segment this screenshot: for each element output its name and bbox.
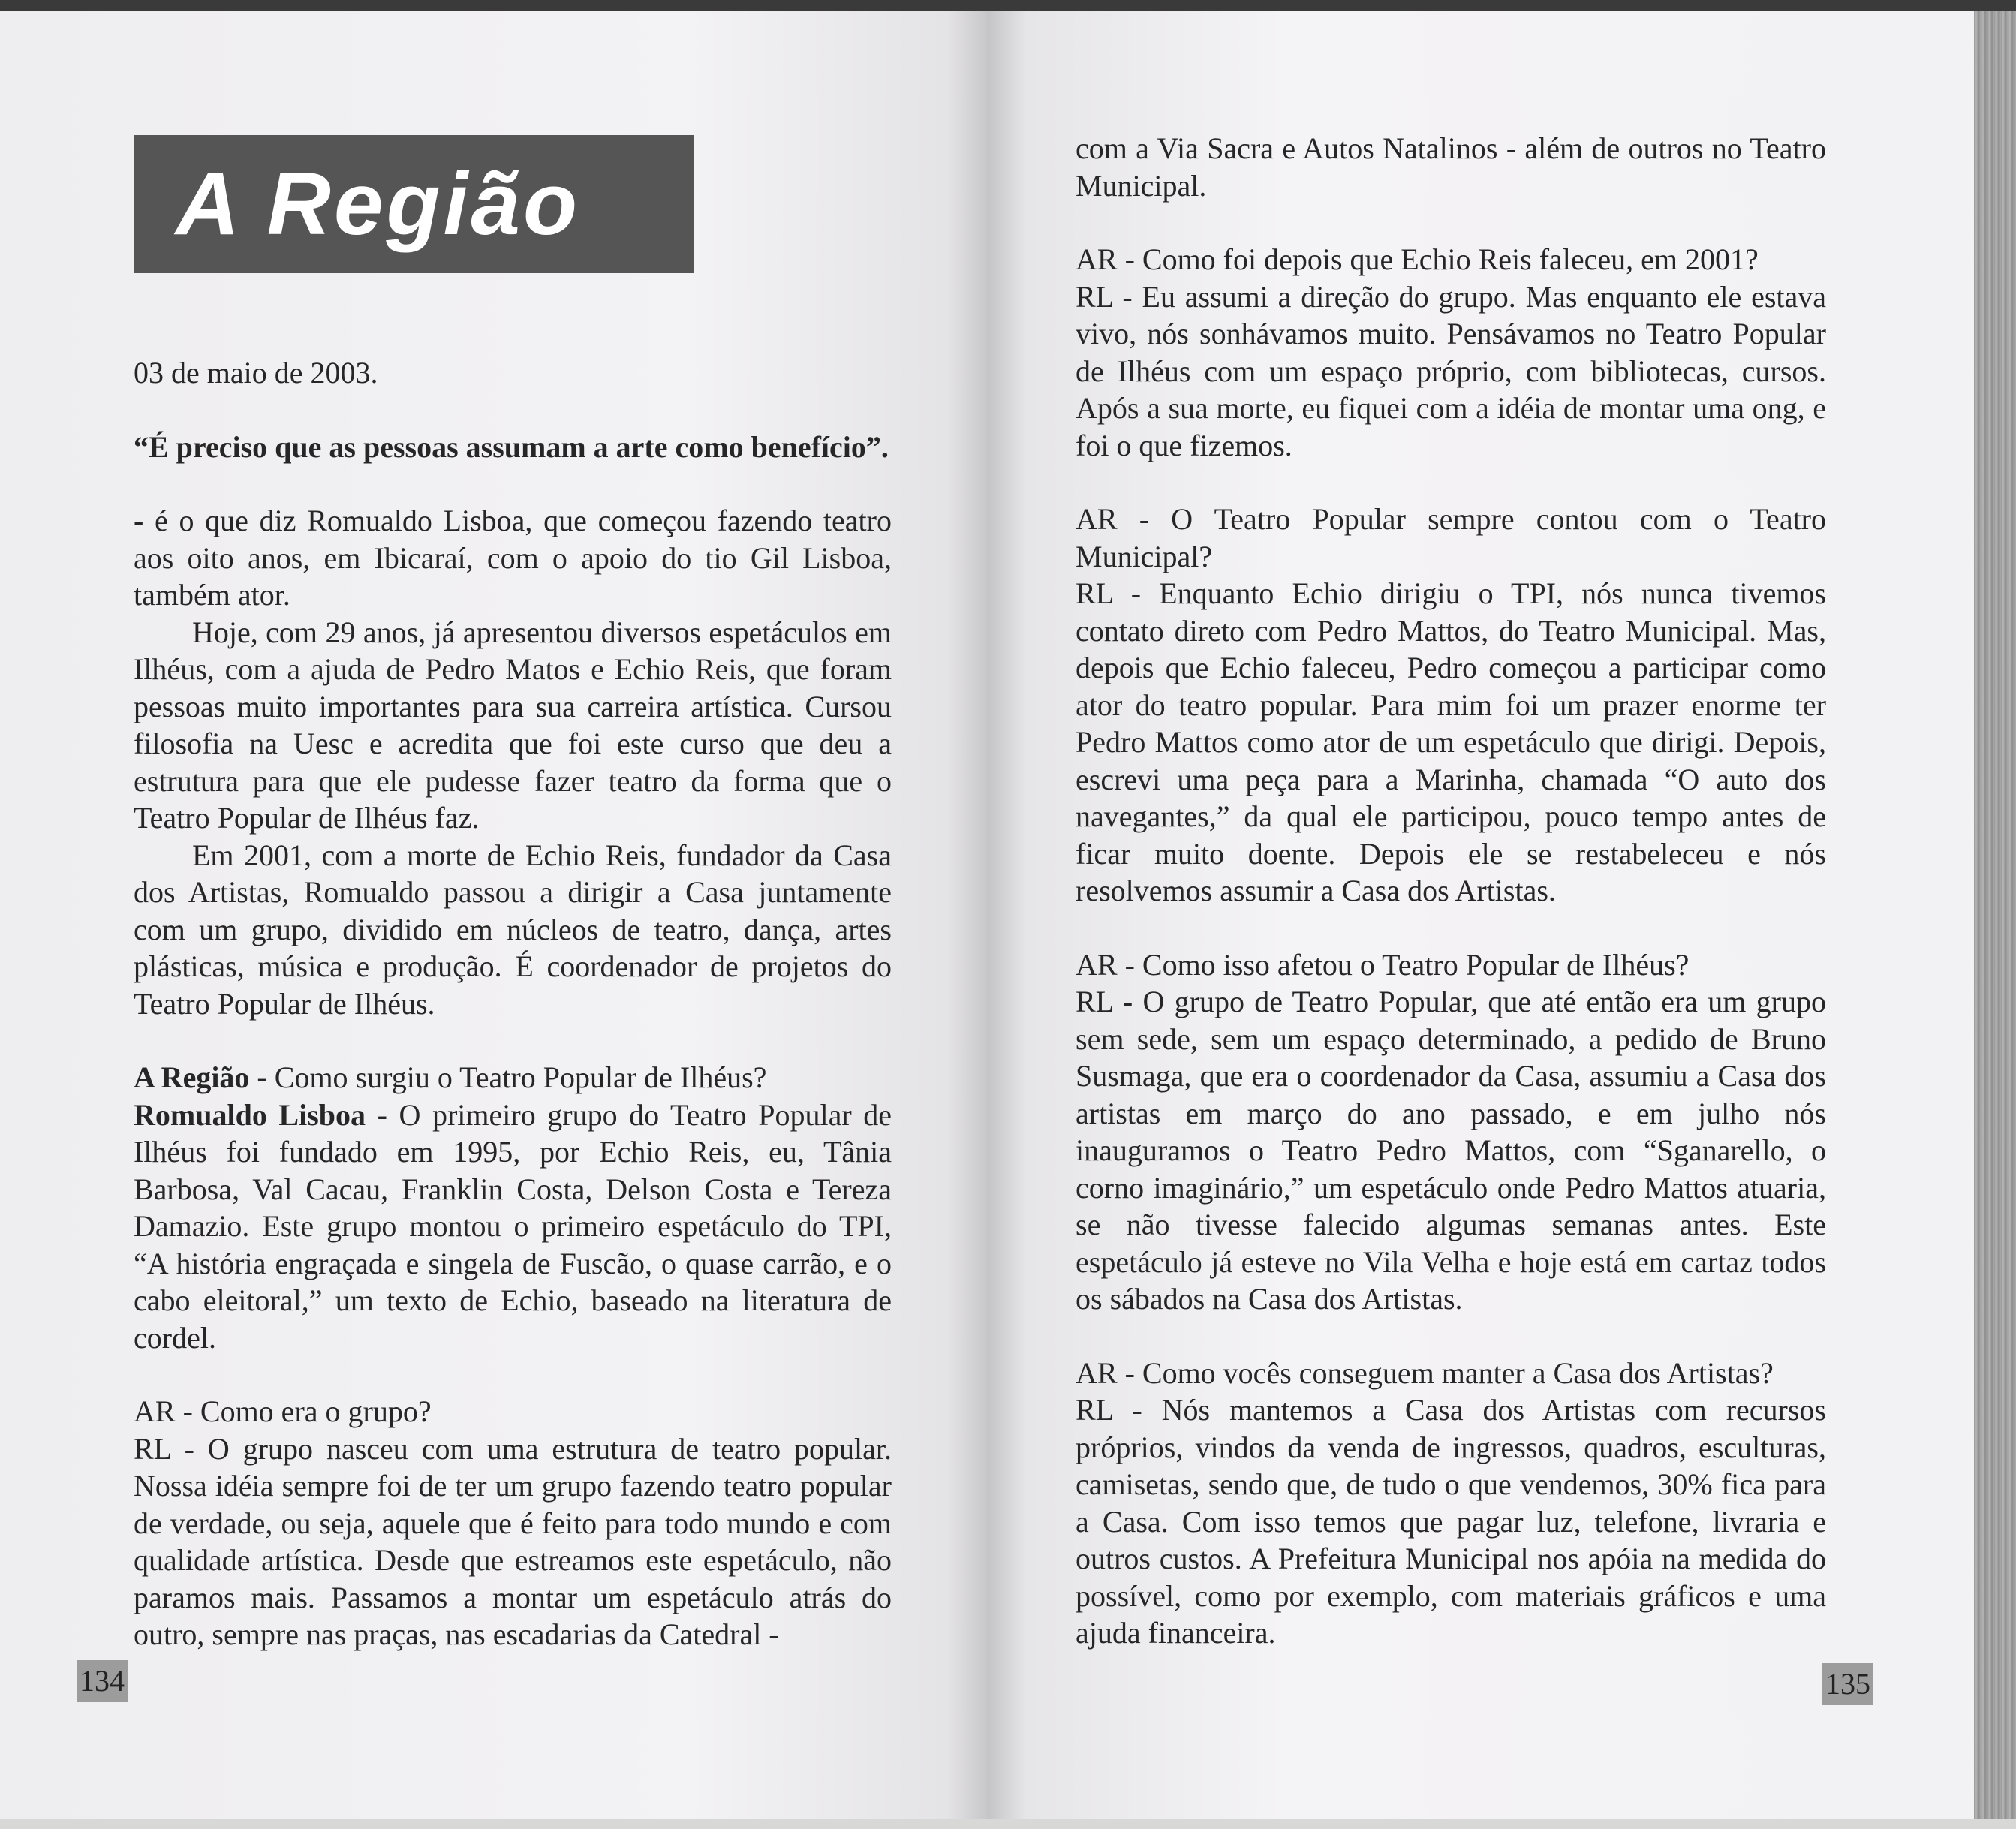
answer-1-text: O primeiro grupo do Teatro Popular de Ilhéus foi fundado em 1995, por Echio Reis, eu, Tânia Barbosa, Val Cacau, Franklin Costa, Delson Costa e Tereza Damazio. Este grupo montou o primeiro espetáculo do TPI, “A história engraçada e singela de Fuscão, o quase carrão, e o cabo eleitoral,” um texto de Echio, baseado na literatura de cordel. [134,1097,892,1355]
question-1 [134,1059,892,1096]
page-number-right: 135 [1822,1663,1873,1705]
answer-4-speaker: RL - [1076,576,1142,610]
answer-5 [1076,983,1826,1318]
question-2-speaker: AR - [134,1394,193,1428]
answer-2 [134,1430,892,1653]
scan-top-border [0,0,2016,11]
question-4-text: O Teatro Popular sempre contou com o Teatro Municipal? [1076,502,1826,573]
question-5-text: Como isso afetou o Teatro Popular de Ilhéus? [1134,947,1690,982]
body-paragraph-1: Hoje, com 29 anos, já apresentou diversos espetáculos em Ilhéus, com a ajuda de Pedro Matos e Echio Reis, que foram pessoas muito importantes para sua carreira artística. Cursou filosofia na Uesc e acredita que foi este curso que deu a estrutura para que ele pudesse fazer teatro da forma que o Teatro Popular de Ilhéus faz. [134,615,892,835]
right-column [1076,130,1826,1652]
page-number-left: 134 [77,1660,128,1702]
answer-3-text: Eu assumi a direção do grupo. Mas enquanto ele estava vivo, nós sonhávamos muito. Pensávamos no Teatro Popular de Ilhéus com um espaço próprio, com bibliotecas, cursos. Após a sua morte, eu fiquei com a idéia de montar uma ong, e foi o que fizemos. [1076,279,1827,462]
left-column [134,354,892,1653]
answer-5-text: O grupo de Teatro Popular, que até então era um grupo sem sede, sem um espaço determinado, a pedido de Bruno Susmaga, que era o coordenador da Casa, assumiu a Casa dos artistas em março do ano passado, e em julho nós inauguramos o Teatro Pedro Mattos, com “Sganarello, o corno imaginário,” um espetáculo onde Pedro Mattos atuaria, se não tivesse falecido algumas semanas antes. Este espetáculo já esteve no Vila Velha e hoje está em cartaz todos os sábados na Casa dos Artistas. [1076,985,1826,1316]
question-5-speaker: AR - [1076,947,1135,982]
body-paragraph-2: Em 2001, com a morte de Echio Reis, fundador da Casa dos Artistas, Romualdo passou a dirigir a Casa juntamente com um grupo, dividido em núcleos de teatro, dança, artes plásticas, música e produção. É coordenador de projetos do Teatro Popular de Ilhéus. [134,838,892,1021]
answer-3 [1076,278,1826,465]
section-heading-banner [134,135,694,273]
headline-quote: “É preciso que as pessoas assumam a arte como benefício”. [134,429,889,464]
question-4 [1076,501,1826,575]
question-1-speaker: A Região - [134,1060,267,1094]
question-3 [1076,241,1826,278]
answer-3-speaker: RL - [1076,279,1133,314]
question-6-speaker: AR - [1076,1355,1135,1390]
question-3-speaker: AR - [1076,242,1135,276]
page-edges [1974,11,2016,1819]
continuation-paragraph: com a Via Sacra e Autos Natalinos - além de outros no Teatro Municipal. [1076,131,1826,203]
question-2 [134,1393,892,1430]
answer-1 [134,1096,892,1357]
article-date: 03 de maio de 2003. [134,356,378,390]
question-5 [1076,946,1826,984]
answer-4 [1076,575,1826,910]
question-1-text: Como surgiu o Teatro Popular de Ilhéus? [266,1060,767,1094]
scan-bottom-border [0,1819,2016,1829]
answer-1-speaker: Romualdo Lisboa - [134,1097,387,1132]
answer-6-text: Nós mantemos a Casa dos Artistas com recursos próprios, vindos da venda de ingressos, quadros, esculturas, camisetas, sendo que, de tudo o que vendemos, 30% fica para a Casa. Com isso temos que pagar luz, telefone, livraria e outros custos. A Prefeitura Municipal nos apóia na medida do possível, como por exemplo, com materiais gráficos e uma ajuda financeira. [1076,1393,1826,1650]
question-2-text: Como era o grupo? [192,1394,432,1428]
answer-2-speaker: RL - [134,1431,194,1466]
answer-4-text: Enquanto Echio dirigiu o TPI, nós nunca tivemos contato direto com Pedro Mattos, do Teatro Municipal. Mas, depois que Echio faleceu, Pedro começou a participar como ator do teatro popular. Para mim foi um prazer enorme ter Pedro Mattos como ator de um espetáculo que dirigi. Depois, escrevi uma peça para a Marinha, chamada “O auto dos navegantes,” da qual ele participou, pouco tempo antes de ficar muito doente. Depois ele se restabeleceu e nós resolvemos assumir a Casa dos Artistas. [1076,576,1827,907]
intro-paragraph: - é o que diz Romualdo Lisboa, que começou fazendo teatro aos oito anos, em Ibicaraí, com o apoio do tio Gil Lisboa, também ator. [134,504,892,612]
answer-6 [1076,1391,1826,1652]
answer-2-text: O grupo nasceu com uma estrutura de teatro popular. Nossa idéia sempre foi de ter um grupo fazendo teatro popular de verdade, ou seja, aquele que é feito para todo mundo e com qualidade artística. Desde que estreamos este espetáculo, não paramos mais. Passamos a montar um espetáculo atrás do outro, sempre nas praças, nas escadarias da Catedral - [134,1431,892,1651]
question-3-text: Como foi depois que Echio Reis faleceu, em 2001? [1134,242,1759,276]
question-6 [1076,1355,1826,1392]
question-4-speaker: AR - [1076,502,1150,536]
section-heading: A Região [176,155,581,254]
answer-6-speaker: RL - [1076,1393,1142,1427]
answer-5-speaker: RL - [1076,985,1133,1018]
question-6-text: Como vocês conseguem manter a Casa dos Artistas? [1134,1355,1774,1390]
